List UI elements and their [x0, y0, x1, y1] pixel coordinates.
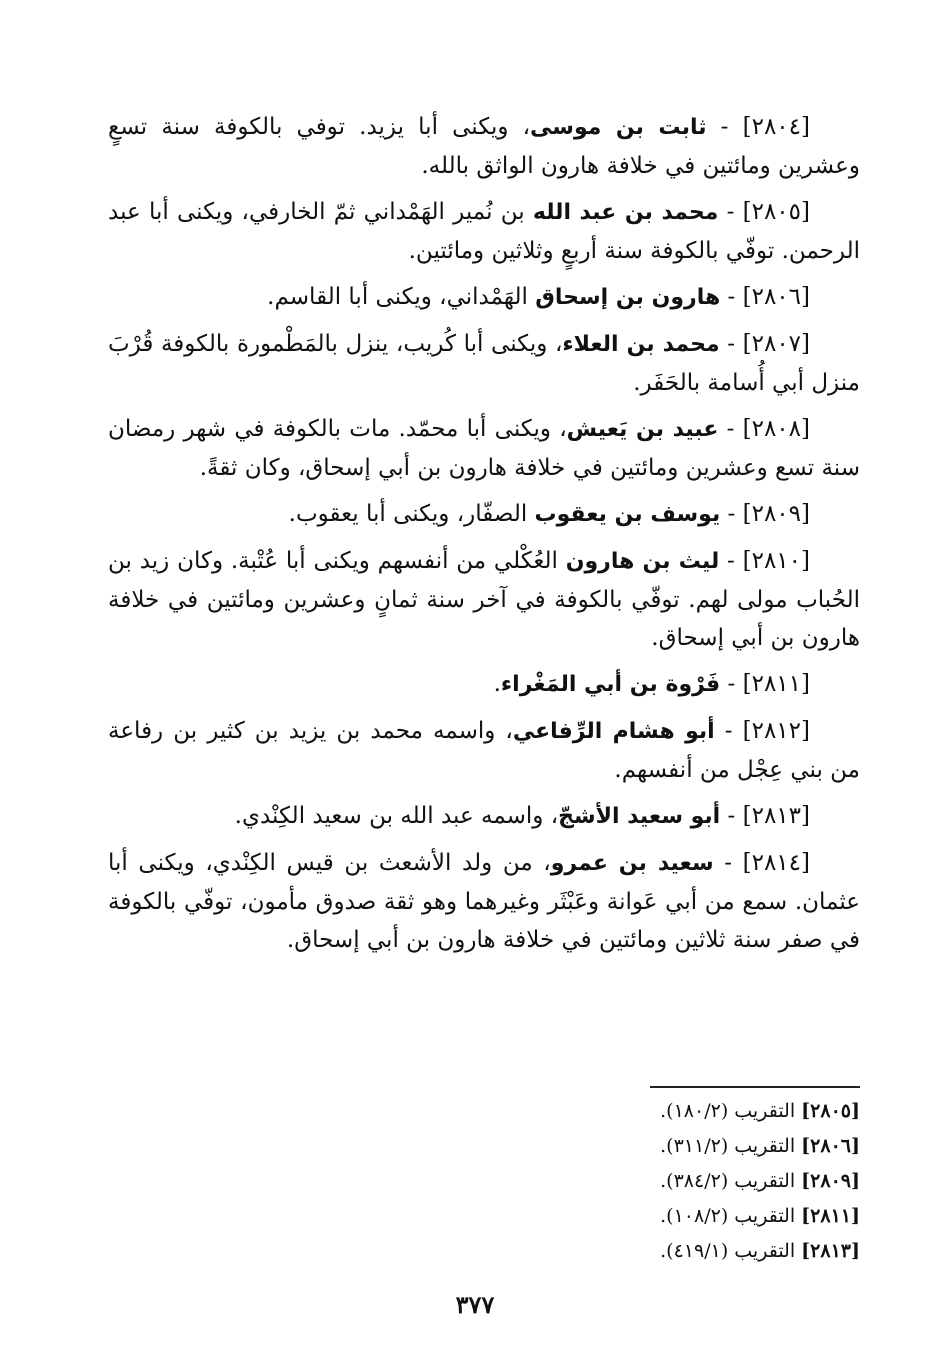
- entry-number: [٢٨١٠] -: [719, 548, 810, 574]
- entry-number: [٢٨١١] -: [720, 671, 810, 697]
- entry-text: .: [493, 671, 501, 697]
- entry-2814: [108, 844, 860, 959]
- entry-text: بن نُمير الهَمْداني ثمّ الخارفي، ويكنى أبا عبد الرحمن. توفّي بالكوفة سنة أربعٍ وثلاثين ومائتين.: [108, 199, 860, 264]
- entry-2804: [108, 108, 860, 185]
- entry-2806: [108, 278, 860, 317]
- entry-2808: [108, 410, 860, 487]
- entry-number: [٢٨٠٨] -: [718, 416, 810, 442]
- footnotes: [620, 1086, 860, 1269]
- page-number: ٣٧٧: [455, 1290, 495, 1319]
- footnote: [620, 1199, 860, 1234]
- entry-2809: [108, 495, 860, 534]
- entry-name: أبو سعيد الأشجّ: [558, 804, 721, 829]
- entry-2810: [108, 542, 860, 657]
- entry-text: ، واسمه عبد الله بن سعيد الكِنْدي.: [234, 803, 559, 829]
- entry-name: محمد بن العلاء: [562, 332, 720, 357]
- entry-2813: [108, 797, 860, 836]
- entry-name: محمد بن عبد الله: [532, 200, 719, 225]
- footnote: [620, 1129, 860, 1164]
- entry-name: سعيد بن عمرو: [550, 851, 714, 876]
- entry-name: ليث بن هارون: [565, 549, 720, 574]
- entry-text: ، ويكنى أبا كُريب، ينزل بالمَطْمورة بالكوفة قُرْبَ منزل أبي أُسامة بالحَفَر.: [108, 331, 860, 396]
- entry-text: الهَمْداني، ويكنى أبا القاسم.: [267, 284, 536, 310]
- entry-name: يوسف بن يعقوب: [534, 502, 721, 527]
- footnote-number: [٢٨٠٥]: [801, 1100, 860, 1122]
- entry-name: هارون بن إسحاق: [535, 285, 721, 310]
- footnote-text: التقريب (١٨٠/٢).: [660, 1100, 802, 1122]
- footnote: [620, 1164, 860, 1199]
- footnote-text: التقريب (١٠٨/٢).: [660, 1205, 802, 1227]
- footnote-text: التقريب (٣٨٤/٢).: [660, 1170, 802, 1192]
- entry-name: ثابت بن موسى: [530, 115, 707, 140]
- entry-text: ، ويكنى أبا محمّد. مات بالكوفة في شهر رمضان سنة تسع وعشرين ومائتين في خلافة هارون بن أبي إسحاق، وكان ثقةً.: [108, 416, 860, 481]
- entry-number: [٢٨١٣] -: [720, 803, 810, 829]
- entry-2807: [108, 325, 860, 402]
- entry-text: ، من ولد الأشعث بن قيس الكِنْدي، ويكنى أبا عثمان. سمع من أبي عَوانة وعَبْثَر وغيرهما وهو ثقة صدوق مأمون، توفّي بالكوفة في صفر سنة ثلاثين ومائتين في خلافة هارون بن أبي إسحاق.: [108, 850, 860, 953]
- entry-text: ، ويكنى أبا يزيد. توفي بالكوفة سنة تسعٍ وعشرين ومائتين في خلافة هارون الواثق بالله.: [108, 114, 860, 179]
- footnote-text: التقريب (٣١١/٢).: [660, 1135, 802, 1157]
- footnote: [620, 1234, 860, 1269]
- footnote-divider: [650, 1086, 860, 1088]
- entry-number: [٢٨٠٥] -: [718, 199, 810, 225]
- main-text: [108, 108, 860, 967]
- footnote: [620, 1094, 860, 1129]
- footnote-number: [٢٨١١]: [801, 1205, 860, 1227]
- entry-number: [٢٨٠٩] -: [720, 501, 810, 527]
- footnote-number: [٢٨٠٩]: [801, 1170, 860, 1192]
- entry-name: فَرْوة بن أبي المَغْراء: [500, 672, 721, 697]
- entry-number: [٢٨٠٧] -: [719, 331, 811, 357]
- entry-2805: [108, 193, 860, 270]
- entry-number: [٢٨١٤] -: [713, 850, 810, 876]
- entry-text: ، واسمه محمد بن يزيد بن كثير بن رفاعة من بني عِجْل من أنفسهم.: [108, 718, 860, 783]
- entry-number: [٢٨٠٦] -: [720, 284, 810, 310]
- entry-text: العُكْلي من أنفسهم ويكنى أبا عُتْبة. وكان زيد بن الحُباب مولى لهم. توفّي بالكوفة في آخر سنة ثمانٍ وعشرين ومائتين في خلافة هارون بن أبي إسحاق.: [108, 548, 860, 651]
- footnote-number: [٢٨١٣]: [801, 1240, 860, 1262]
- entry-2811: [108, 665, 860, 704]
- entry-number: [٢٨١٢] -: [714, 718, 810, 744]
- entry-text: الصفّار، ويكنى أبا يعقوب.: [288, 501, 535, 527]
- entry-name: أبو هشام الرِّفاعي: [512, 719, 715, 744]
- entry-number: [٢٨٠٤] -: [706, 114, 810, 140]
- entry-name: عبيد بن يَعيش: [566, 417, 719, 442]
- entry-2812: [108, 712, 860, 789]
- footnote-text: التقريب (٤١٩/١).: [660, 1240, 802, 1262]
- footnote-number: [٢٨٠٦]: [801, 1135, 860, 1157]
